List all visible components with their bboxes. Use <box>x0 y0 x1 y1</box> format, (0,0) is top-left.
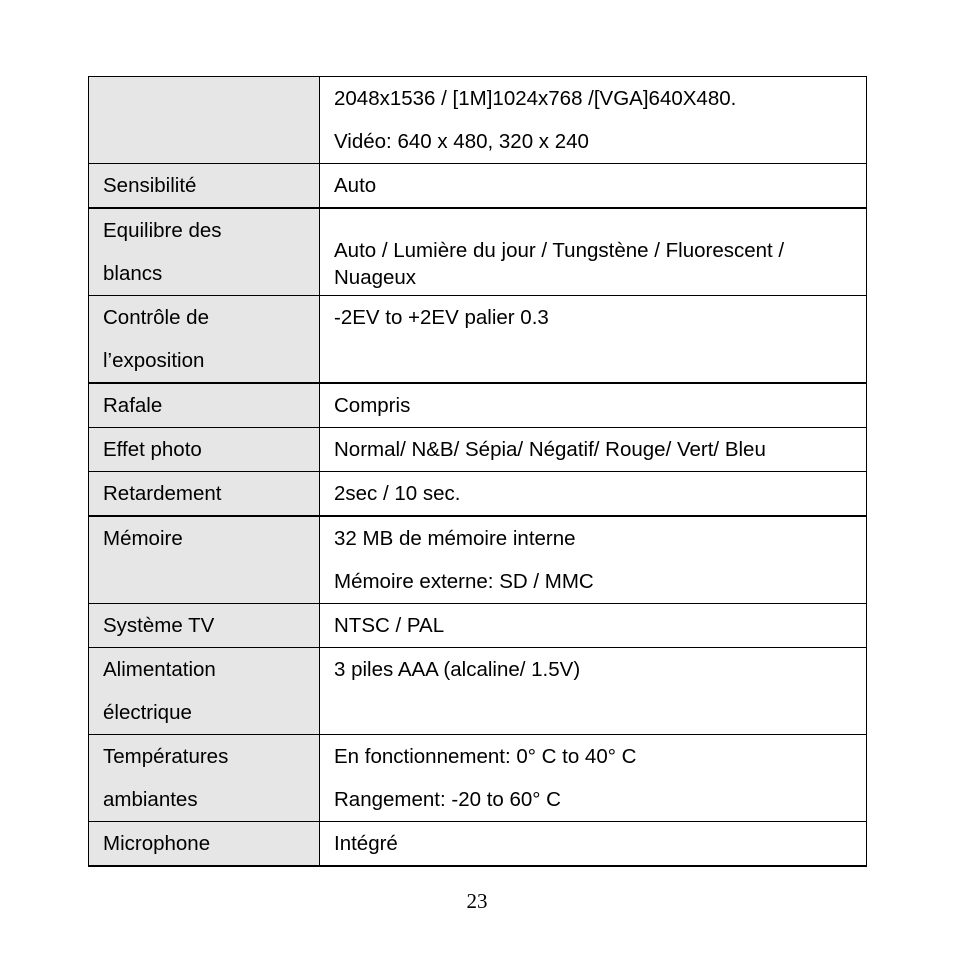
spec-label-cell <box>89 428 320 472</box>
spec-label-cell <box>89 208 320 296</box>
spec-label: blancs <box>103 262 163 285</box>
spec-label: Contrôle de <box>103 306 209 329</box>
spec-value-cell <box>320 735 867 822</box>
table-row <box>89 428 867 472</box>
table-row <box>89 516 867 604</box>
spec-label: Microphone <box>103 832 211 855</box>
spec-label: Rafale <box>103 394 163 417</box>
spec-value: Intégré <box>334 832 398 855</box>
spec-value-cell <box>320 604 867 648</box>
spec-value-cell <box>320 296 867 384</box>
spec-value: Mémoire externe: SD / MMC <box>334 570 594 593</box>
spec-label: l’exposition <box>103 349 205 372</box>
spec-label-cell <box>89 164 320 209</box>
table-row <box>89 383 867 428</box>
spec-value-cell <box>320 648 867 735</box>
spec-label: Mémoire <box>103 527 183 550</box>
spec-label-cell <box>89 383 320 428</box>
table-row <box>89 208 867 296</box>
table-row <box>89 164 867 209</box>
spec-label: Effet photo <box>103 438 202 461</box>
spec-value: Compris <box>334 394 411 417</box>
spec-label: Equilibre des <box>103 219 222 242</box>
table-row <box>89 822 867 867</box>
spec-value-cell <box>320 516 867 604</box>
spec-label <box>103 77 307 120</box>
spec-label-cell <box>89 77 320 164</box>
spec-value: Vidéo: 640 x 480, 320 x 240 <box>334 130 589 153</box>
spec-label-cell <box>89 472 320 517</box>
specifications-table <box>88 76 867 867</box>
spec-value-cell <box>320 77 867 164</box>
table-row <box>89 604 867 648</box>
spec-value: En fonctionnement: 0° C to 40° C <box>334 745 637 768</box>
spec-label-cell <box>89 296 320 384</box>
spec-label: Retardement <box>103 482 222 505</box>
spec-value-cell <box>320 208 867 296</box>
page-number: 23 <box>466 889 488 913</box>
spec-label: Températures <box>103 745 229 768</box>
table-row <box>89 472 867 517</box>
spec-value-cell <box>320 428 867 472</box>
spec-label <box>103 560 307 603</box>
table-row <box>89 77 867 164</box>
spec-label: Système TV <box>103 614 215 637</box>
spec-value: Normal/ N&B/ Sépia/ Négatif/ Rouge/ Vert/ Bleu <box>334 438 766 461</box>
spec-value: Auto <box>334 174 377 197</box>
spec-label-cell <box>89 822 320 867</box>
spec-value-cell <box>320 164 867 209</box>
spec-value: 32 MB de mémoire interne <box>334 527 576 550</box>
spec-value: NTSC / PAL <box>334 614 445 637</box>
table-row <box>89 648 867 735</box>
spec-label: Sensibilité <box>103 174 197 197</box>
spec-value-cell <box>320 472 867 517</box>
spec-value: 2048x1536 / [1M]1024x768 /[VGA]640X480. <box>334 87 737 110</box>
spec-label: électrique <box>103 701 192 724</box>
spec-value: 2sec / 10 sec. <box>334 482 461 505</box>
spec-value: 3 piles AAA (alcaline/ 1.5V) <box>334 658 581 681</box>
table-row <box>89 735 867 822</box>
spec-label <box>103 120 307 163</box>
spec-value: -2EV to +2EV palier 0.3 <box>334 306 549 329</box>
spec-value: Auto / Lumière du jour / Tungstène / Fluorescent / Nuageux <box>334 239 785 289</box>
spec-label: ambiantes <box>103 788 198 811</box>
spec-value: Rangement: -20 to 60° C <box>334 788 561 811</box>
spec-value-cell <box>320 822 867 867</box>
spec-label: Alimentation <box>103 658 216 681</box>
spec-label-cell <box>89 604 320 648</box>
table-row <box>89 296 867 384</box>
spec-value <box>334 691 854 734</box>
spec-value <box>334 339 854 382</box>
spec-value-cell <box>320 383 867 428</box>
spec-label-cell <box>89 648 320 735</box>
spec-label-cell <box>89 516 320 604</box>
spec-label-cell <box>89 735 320 822</box>
